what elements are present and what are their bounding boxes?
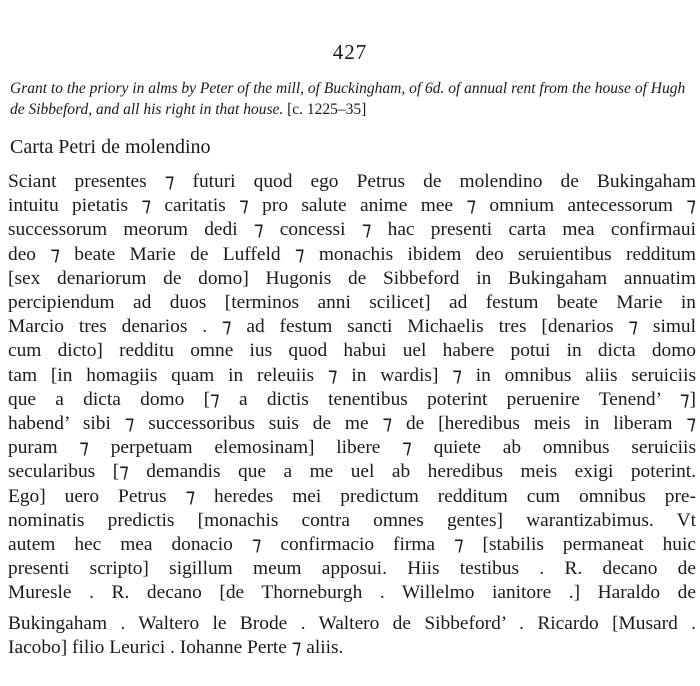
charter-line: [sex denariorum de domo] Hugonis de Sibbeford in Bukingaham annuatim (8, 267, 696, 289)
charter-line: intuitu pietatis ⁊ caritatis ⁊ pro salute anime mee ⁊ omnium antecessorum ⁊ (8, 195, 696, 217)
charter-heading: Carta Petri de molendino (10, 136, 211, 158)
document-summary (10, 78, 690, 120)
charter-line: tam [in homagiis quam in releuiis ⁊ in wardis] ⁊ in omnibus aliis seruiciis (8, 364, 696, 386)
charter-line: Sciant presentes ⁊ futuri quod ego Petrus de molendino de Bukingaham (8, 171, 696, 192)
charter-line: deo ⁊ beate Marie de Luffeld ⁊ monachis ibidem deo seruientibus redditum (8, 243, 696, 265)
summary-date: [c. 1225–35] (287, 101, 367, 118)
charter-line: puram ⁊ perpetuam elemosinam] libere ⁊ quiete ab omnibus seruiciis (8, 437, 696, 459)
charter-line: Muresle . R. decano [de Thorneburgh . Willelmo ianitore .] Haraldo de (8, 582, 696, 604)
charter-line: Ego] uero Petrus ⁊ heredes mei predictum redditum cum omnibus pre- (8, 485, 696, 507)
charter-line: habend’ sibi ⁊ successoribus suis de me ⁊ de [heredibus meis in liberam ⁊ (8, 413, 696, 435)
charter-line: secularibus [⁊ demandis que a me uel ab heredibus meis exigi poterint. (8, 461, 696, 483)
charter-line: percipiendum ad duos [terminos anni scilicet] ad festum beate Marie in (8, 292, 696, 314)
charter-line: autem hec mea donacio ⁊ confirmacio firma ⁊ [stabilis permaneat huic (8, 534, 696, 556)
charter-line: Iacobo] filio Leurici . Iohanne Perte ⁊ aliis. (8, 636, 344, 658)
charter-line: que a dicta domo [⁊ a dictis tenentibus poterint peruenire Tenend’ ⁊] (8, 388, 696, 410)
charter-line: nominatis predictis [monachis contra omnes gentes] warantizabimus. Vt (8, 509, 696, 531)
charter-line: Bukingaham . Waltero le Brode . Waltero de Sibbeford’ . Ricardo [Musard . (8, 612, 696, 634)
charter-line: presenti scripto] sigillum meum apposui. Hiis testibus . R. decano de (8, 558, 696, 580)
document-number: 427 (332, 40, 368, 64)
summary-text: Grant to the priory in alms by Peter of the mill, of Buckingham, of 6d. of annual rent from the house of Hugh de Sibbeford, and all his right in that house. (10, 80, 686, 118)
charter-line: successorum meorum dedi ⁊ concessi ⁊ hac presenti carta mea confirmaui (8, 219, 696, 241)
charter-line: Marcio tres denarios . ⁊ ad festum sancti Michaelis tres [denarios ⁊ simul (8, 316, 696, 338)
charter-line: cum dicto] redditu omne ius quod habui uel habere potui in dicta domo (8, 340, 696, 362)
charter-body (8, 170, 696, 660)
